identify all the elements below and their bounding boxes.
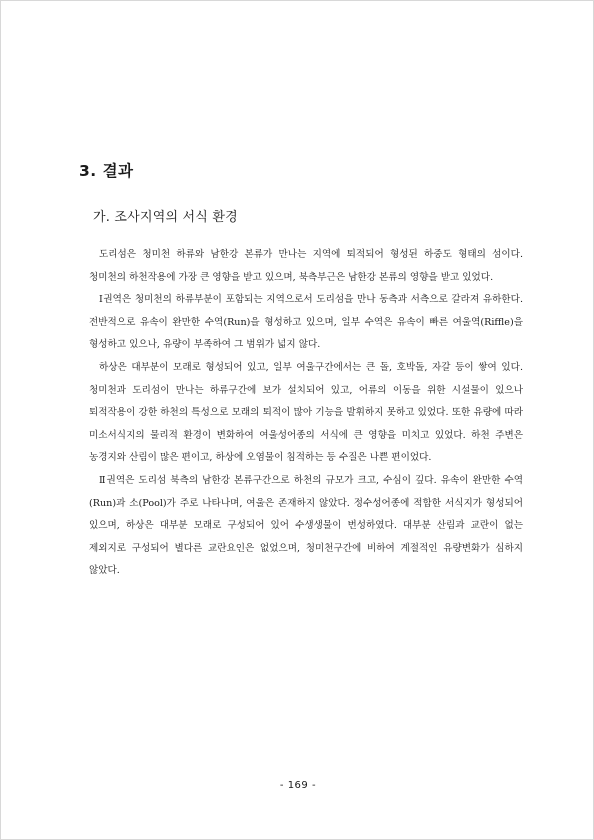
page-number: - 169 - — [279, 780, 317, 791]
section-title: 3. 결과 — [79, 162, 134, 180]
subsection-title: 가. 조사지역의 서식 환경 — [93, 210, 238, 225]
body-text — [89, 244, 523, 583]
paragraph-riverbed: 하상은 대부분이 모래로 형성되어 있고, 일부 여울구간에서는 큰 돌, 호박돌, 자갈 등이 쌓여 있다. 청미천과 도리섬이 만나는 하류구간에 보가 설치되어 있고, 어류의 이동을 위한 시설물이 있으나 퇴적작용이 강한 하천의 특성으로 모래의 퇴적이 많아 기능을 발휘하지 못하고 있었다. 또한 유량에 따라 미소서식지의 물리적 환경이 변화하여 여울성어종의 서식에 큰 영향을 미치고 있었다. 하천 주변은 농경지와 산림이 많은 편이고, 하상에 오염물이 침적하는 등 수질은 나쁜 편이었다. — [89, 361, 523, 464]
paragraph-overview: 도리섬은 청미천 하류와 남한강 본류가 만나는 지역에 퇴적되어 형성된 하중도 형태의 섬이다. 청미천의 하천작용에 가장 큰 영향을 받고 있으며, 북측부근은 남한강 본류의 영향을 받고 있었다. — [89, 249, 523, 283]
paragraph-zone-2: Ⅱ권역은 도리섬 북측의 남한강 본류구간으로 하천의 규모가 크고, 수심이 깊다. 유속이 완만한 수역(Run)과 소(Pool)가 주로 나타나며, 여울은 존재하지 않았다. 정수성어종에 적합한 서식지가 형성되어 있으며, 하상은 대부분 모래로 구성되어 있어 수생생물이 번성하였다. 대부분 산림과 교란이 없는 제외지로 구성되어 별다른 교란요인은 없었으며, 청미천구간에 비하여 계절적인 유량변화가 심하지 않았다. — [89, 474, 523, 577]
paragraph-zone-1: Ⅰ권역은 청미천의 하류부분이 포함되는 지역으로서 도리섬을 만나 동측과 서측으로 갈라져 유하한다. 전반적으로 유속이 완만한 수역(Run)을 형성하고 있으며, 일부 수역은 유속이 빠른 여울역(Riffle)을 형성하고 있으나, 유량이 부족하여 그 범위가 넓지 않다. — [89, 294, 523, 351]
